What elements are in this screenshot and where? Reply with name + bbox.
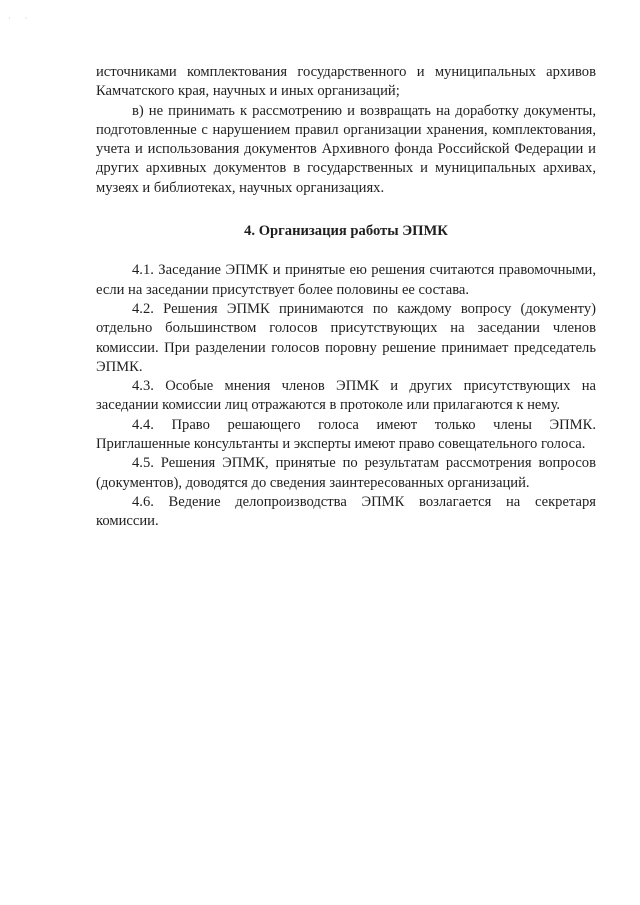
- item-4-4: 4.4. Право решающего голоса имеют только члены ЭПМК. Приглашенные консультанты и эксперты имеют право совещательного голоса.: [96, 416, 596, 453]
- scan-artifact: · ·: [8, 14, 34, 23]
- item-4-2: 4.2. Решения ЭПМК принимаются по каждому вопросу (документу) отдельно большинством голосов присутствующих на заседании членов комиссии. При разделении голосов поровну решение принимает председатель ЭПМК.: [96, 300, 596, 375]
- item-4-6: 4.6. Ведение делопроизводства ЭПМК возлагается на секретаря комиссии.: [96, 493, 596, 530]
- paragraph-continuation: источниками комплектования государственного и муниципальных архивов Камчатского края, научных и иных организаций;: [96, 64, 596, 100]
- document-page: [96, 63, 596, 532]
- item-4-3: 4.3. Особые мнения членов ЭПМК и других присутствующих на заседании комиссии лиц отражаются в протоколе или прилагаются к нему.: [96, 378, 596, 414]
- item-4-5: 4.5. Решения ЭПМК, принятые по результатам рассмотрения вопросов (документов), доводятся до сведения заинтересованных организаций.: [96, 455, 596, 491]
- paragraph-clause-v: в) не принимать к рассмотрению и возвращать на доработку документы, подготовленные с нарушением правил организации хранения, комплектования, учета и использования документов Архивного фонда Российской Федерации и других архивных документов в государственных и муниципальных архивах, музеях и библиотеках, научных организациях.: [96, 102, 596, 196]
- section-heading: 4. Организация работы ЭПМК: [244, 223, 448, 240]
- item-4-1: 4.1. Заседание ЭПМК и принятые ею решения считаются правомочными, если на заседании присутствует более половины ее состава.: [96, 262, 596, 298]
